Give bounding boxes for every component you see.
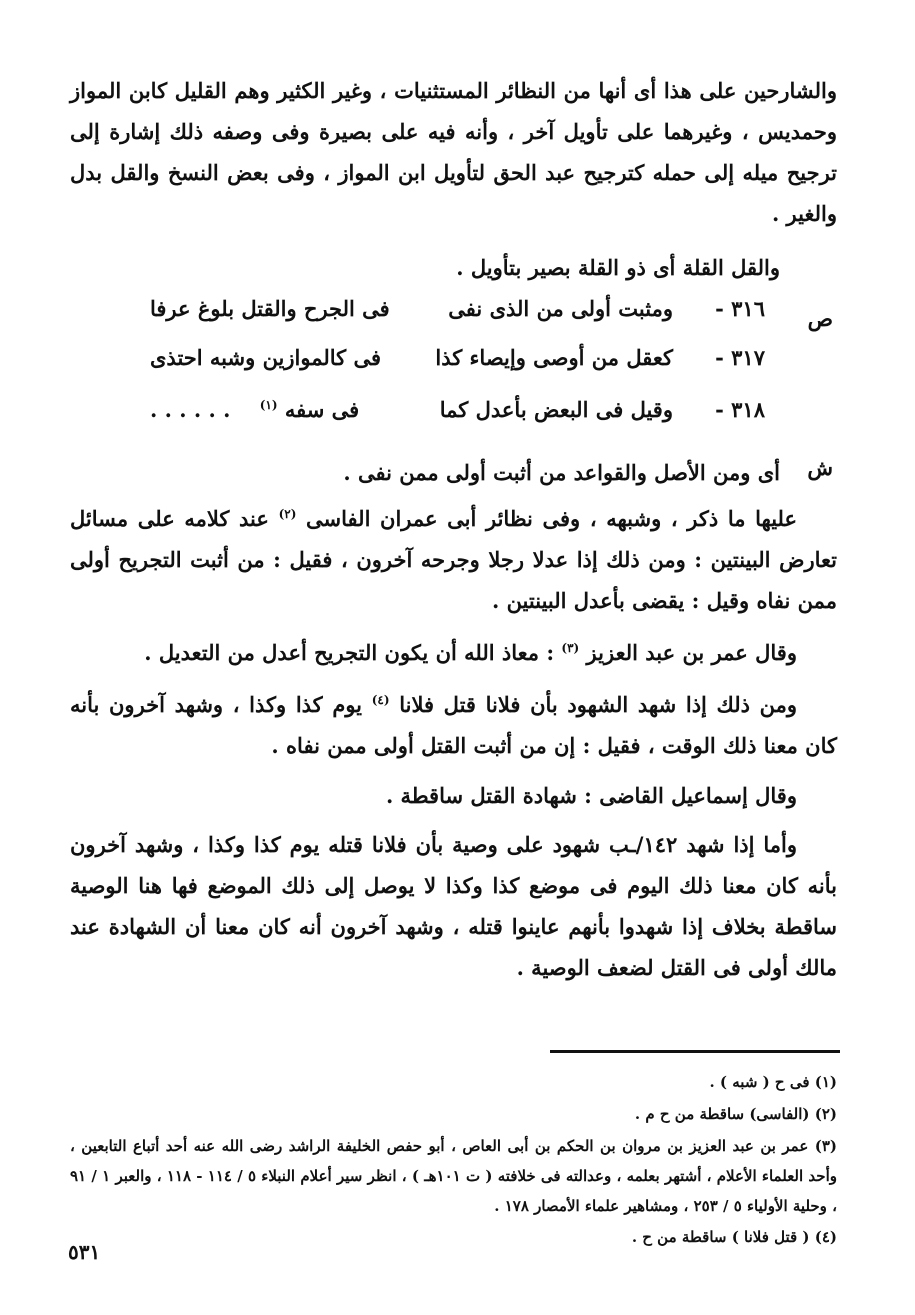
commentary-intro: أى ومن الأصل والقواعد من أثبت أولى ممن نفى . <box>343 460 780 485</box>
verse-317 <box>140 345 765 386</box>
verse-hemistich-second <box>150 397 359 422</box>
verse-316 <box>140 296 765 337</box>
verse-ellipsis: . . . . . . <box>150 397 231 422</box>
verse-marker: ص <box>807 306 833 331</box>
paragraph-5-text-a: ومن ذلك إذا شهد الشهود بأن فلانا قتل فلانا <box>399 692 798 717</box>
commentary-marker: ش <box>807 455 833 480</box>
footnote-separator <box>550 1050 840 1053</box>
paragraph-3 <box>70 498 837 621</box>
verse-318 <box>140 397 765 438</box>
paragraph-2: والقل القلة أى ذو القلة بصير بتأويل . <box>456 255 780 280</box>
footnote-2: (٢) (الفاسى) ساقطة من ح م . <box>634 1105 837 1123</box>
paragraph-4-text-a: وقال عمر بن عبد العزيز <box>586 640 797 665</box>
paragraph-5-text-b: يوم كذا وكذا ، وشهد آخرون بأنه كان معنا ذلك الوقت ، فقيل : إن من أثبت القتل أولى ممن نفاه . <box>70 692 837 758</box>
footnote-4: (٤) ( قتل فلانا ) ساقطة من ح . <box>631 1228 837 1246</box>
footnote-3: (٣) عمر بن عبد العزيز بن مروان بن الحكم بن أبى العاص ، أبو حفص الخليفة الراشد رضى الله عنه أحد أتباع التابعين ، وأحد العلماء الأعلام ، أشتهر بعلمه ، وعدالته فى خلافته ( ت ١٠١هـ ) ، انظر سير أعلام النبلاء ٥ / ١١٤ - ١١٨ ، والعبر ١ / ٩١ ، وحلية الأولياء ٥ / ٢٥٣ ، ومشاهير علماء الأمصار ١٧٨ . <box>70 1137 837 1215</box>
footnote-ref-4: (٤) <box>371 693 390 707</box>
verse-hemistich-first: كعقل من أوصى وإيصاء كذا <box>435 345 673 370</box>
paragraph-6: وقال إسماعيل القاضى : شهادة القتل ساقطة . <box>385 783 797 808</box>
footnote-1: (١) فى ح ( شبه ) . <box>709 1073 837 1091</box>
footnote-ref-3: (٣) <box>561 641 580 655</box>
verse-hemistich-first: وقيل فى البعض بأعدل كما <box>439 397 673 422</box>
footnote-ref-2: (٢) <box>278 507 297 521</box>
paragraph-4 <box>70 632 837 673</box>
verse-number: ٣١٧ - <box>715 345 765 370</box>
paragraph-4-text-b: : معاذ الله أن يكون التجريح أعدل من التعديل . <box>144 640 555 665</box>
verse-number: ٣١٦ - <box>715 296 765 321</box>
paragraph-3-text-b: عند كلامه على مسائل تعارض البينتين : ومن ذلك إذا عدلا رجلا وجرحه آخرون ، فقيل : من أثبت التجريح أولى ممن نفاه وقيل : يقضى بأعدل البينتين . <box>70 506 837 613</box>
verse-word: فى سفه <box>284 397 360 422</box>
verse-number: ٣١٨ - <box>715 397 765 422</box>
paragraph-7: وأما إذا شهد ١٤٢/ـب شهود على وصية بأن فلانا قتله يوم كذا وكذا ، وشهد آخرون بأنه كان معنا ذلك اليوم فى موضع كذا وكذا لا يوصل إلى ذلك الموضع فها هنا الوصية ساقطة بخلاف إذا شهدوا بأنهم عاينوا قتله ، وشهد آخرون أنه كان معنا أن الشهادة عند مالك أولى فى القتل لضعف الوصية . <box>70 832 837 980</box>
verse-hemistich-second: فى كالموازين وشبه احتذى <box>150 345 382 370</box>
verse-hemistich-second: فى الجرح والقتل بلوغ عرفا <box>150 296 390 321</box>
page-number: ٥٣١ <box>68 1240 101 1264</box>
paragraph-3-text-a: عليها ما ذكر ، وشبهه ، وفى نظائر أبى عمران الفاسى <box>306 506 798 531</box>
footnote-ref-1: (١) <box>259 398 278 412</box>
paragraph-1: والشارحين على هذا أى أنها من النظائر المستثنيات ، وغير الكثير وهم القليل كابن المواز وحمديس ، وغيرهما على تأويل آخر ، وأنه فيه على بصيرة وفى وصفه ذلك إشارة إلى ترجيح ميله إلى حمله كترجيح عبد الحق لتأويل ابن المواز ، وفى بعض النسخ والقل بدل والغير . <box>70 78 837 226</box>
paragraph-5 <box>70 684 837 766</box>
verse-hemistich-first: ومثبت أولى من الذى نفى <box>448 296 673 321</box>
